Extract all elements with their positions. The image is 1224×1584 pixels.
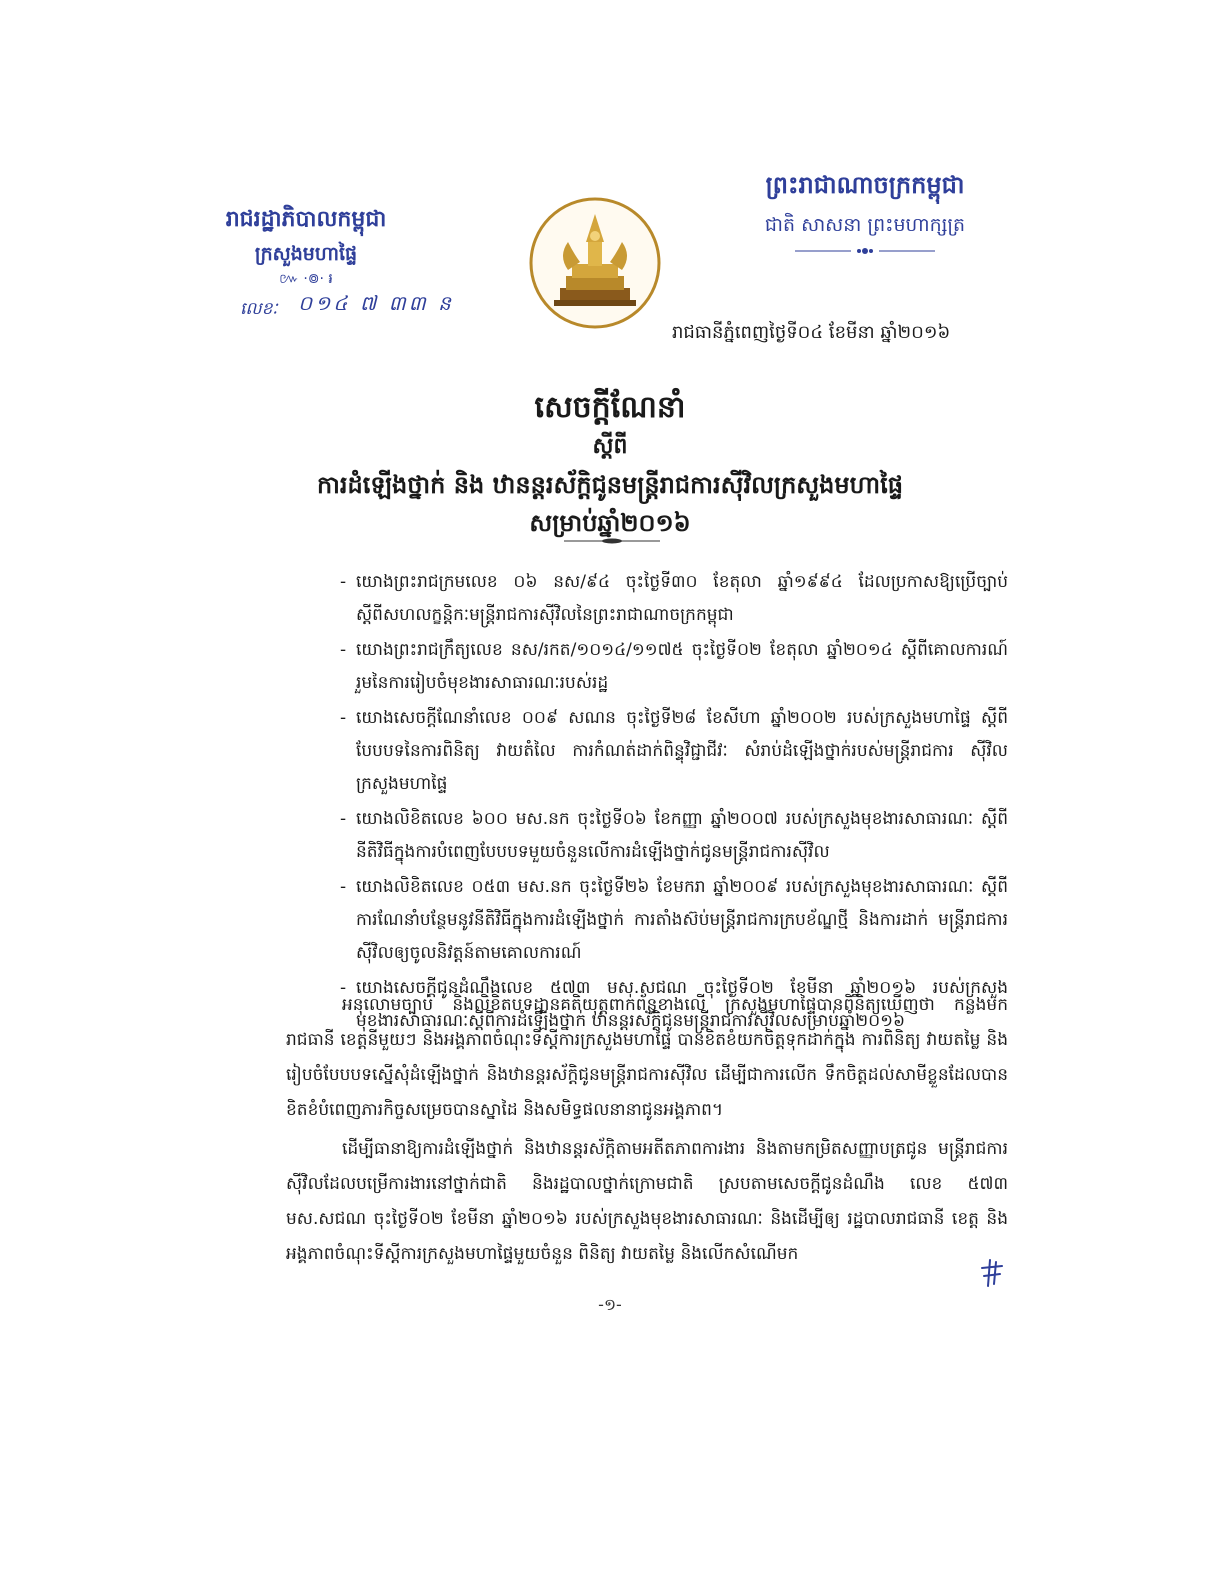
national-motto: ជាតិ សាសនា ព្រះមហាក្សត្រ [764, 214, 966, 236]
reference-text: យោងព្រះរាជក្រឹត្យលេខ នស/រកត/១០១៤/១១៧៥ ចុះថ្ងៃទី០២ ខែតុលា ឆ្នាំ២០១៤ ស្តីពីគោលការណ៍រួមនៃការរៀបចំមុខងារសាធារណៈរបស់រដ្ឋ [356, 640, 1008, 693]
reference-item [340, 702, 1008, 801]
title-about: ស្តីពី [592, 434, 628, 459]
header-ornament: ៚ ·៙· ៛ [279, 271, 333, 287]
reference-text: យោងព្រះរាជក្រមលេខ ០៦ នស/៩៤ ចុះថ្ងៃទី៣០ ខែតុលា ឆ្នាំ១៩៩៤ ដែលប្រកាសឱ្យប្រើច្បាប់ ស្តីពីសហលក្ខន្តិកៈមន្ត្រីរាជការស៊ីវិលនៃព្រះរាជាណាចក្រកម្ពុជា [356, 572, 1008, 625]
body-paragraph: ដើម្បីធានាឱ្យការដំឡើងថ្នាក់ និងឋានន្តរស័ក្តិតាមអតីតភាពការងារ និងតាមកម្រិតសញ្ញាបត្រជូន មន្ត្រីរាជការស៊ីវិលដែលបម្រើការងារនៅថ្នាក់ជាតិ និងរដ្ឋបាលថ្នាក់ក្រោមជាតិ ស្របតាមសេចក្តីជូនដំណឹង លេខ ៥៧៣ មស.សជណ ចុះថ្ងៃទី០២ ខែមីនា ឆ្នាំ២០១៦ របស់ក្រសួងមុខងារសាធារណៈ និងដើម្បីឲ្យ រដ្ឋបាលរាជធានី ខេត្ត និងអង្គភាពចំណុះទីស្តីការក្រសួងមហាផ្ទៃមួយចំនួន ពិនិត្យ វាយតម្លៃ និងលើកសំណើមក [286, 1139, 1008, 1264]
royal-emblem-icon [528, 196, 662, 330]
issue-date: រាជធានីភ្នំពេញថ្ងៃទី០៤ ខែមីនា ឆ្នាំ២០១៦ [672, 322, 951, 343]
page-number: -១- [598, 1295, 622, 1314]
list-dash: - [340, 877, 347, 897]
list-dash: - [340, 809, 347, 829]
government-name: រាជរដ្ឋាភិបាលកម្ពុជា [225, 207, 387, 232]
list-dash: - [340, 708, 347, 728]
list-dash: - [340, 978, 347, 998]
title-subject: ការដំឡើងថ្នាក់ និង ឋានន្តរស័ក្តិជូនមន្ត្រីរាជការស៊ីវិលក្រសួងមហាផ្ទៃ [317, 471, 903, 499]
title-divider [564, 538, 660, 544]
kingdom-name: ព្រះរាជាណាចក្រកម្ពុជា [765, 171, 965, 199]
document-title [260, 388, 960, 540]
reference-value: ០១៤ ៧ ៣៣ ន [298, 291, 454, 315]
title-main: សេចក្តីណែនាំ [534, 390, 686, 425]
list-dash: - [340, 572, 347, 592]
reference-number [240, 290, 470, 324]
motto-ornament-icon [795, 246, 935, 256]
reference-item [340, 871, 1008, 970]
reference-item [340, 566, 1008, 632]
handwritten-initials-icon [978, 1258, 1006, 1288]
reference-text: យោងសេចក្តីជូនដំណឹងលេខ ៥៧៣ មស.សជណ ចុះថ្ងៃទី០២ ខែមីនា ឆ្នាំ២០១៦ របស់ក្រសួង មុខងារសាធារណៈស្តីពីការដំឡើងថ្នាក់ ឋានន្តរស័ក្តិជូនមន្ត្រីរាជការស៊ីវិលសម្រាប់ឆ្នាំ២០១៦ [356, 978, 1008, 1031]
title-year: សម្រាប់ឆ្នាំ២០១៦ [529, 509, 691, 537]
kingdom-header [740, 168, 990, 260]
reference-label: លេខៈ [240, 299, 278, 319]
reference-text: យោងលិខិតលេខ ៦០០ មស.នក ចុះថ្ងៃទី០៦ ខែកញ្ញា ឆ្នាំ២០០៧ របស់ក្រសួងមុខងារសាធារណៈ ស្តីពីនីតិវិធីក្នុងការបំពេញបែបបទមួយចំនួនលើការដំឡើងថ្នាក់ជូនមន្ត្រីរាជការស៊ីវិល [356, 809, 1008, 862]
reference-item [340, 803, 1008, 869]
list-dash: - [340, 640, 347, 660]
reference-text: យោងលិខិតលេខ ០៥៣ មស.នក ចុះថ្ងៃទី២៦ ខែមករា ឆ្នាំ២០០៩ របស់ក្រសួងមុខងារសាធារណៈ ស្តីពីការណែនាំបន្ថែមនូវនីតិវិធីក្នុងការដំឡើងថ្នាក់ ការតាំងស៊ប់មន្ត្រីរាជការក្របខ័ណ្ឌថ្មី និងការដាក់ មន្ត្រីរាជការស៊ីវិលឲ្យចូលនិវត្តន៍តាមគោលការណ៍ [356, 877, 1008, 963]
legal-references [340, 566, 1008, 1040]
issuer-header [196, 204, 416, 288]
reference-item [340, 634, 1008, 700]
body-paragraph: អនុលោមច្បាប់ និងលិខិតបទដ្ឋានគតិយុត្តពាក់ព័ន្ធខាងលើ ក្រសួងមហាផ្ទៃបានពិនិត្យឃើញថា កន្លងមក រាជធានី ខេត្តនីមួយៗ និងអង្គភាពចំណុះទីស្តីការក្រសួងមហាផ្ទៃ បានខិតខំយកចិត្តទុកដាក់ក្នុង ការពិនិត្យ វាយតម្លៃ និងរៀបចំបែបបទស្នើសុំដំឡើងថ្នាក់ និងឋានន្តរស័ក្តិជូនមន្ត្រីរាជការស៊ីវិល ដើម្បីជាការលើក ទឹកចិត្តដល់សាមីខ្លួនដែលបានខិតខំបំពេញភារកិច្ចសម្រេចបានស្នាដៃ និងសមិទ្ធផលនានាជូនអង្គភាព។ [286, 995, 1008, 1120]
ministry-name: ក្រសួងមហាផ្ទៃ [254, 243, 358, 265]
reference-text: យោងសេចក្តីណែនាំលេខ ០០៩ សណន ចុះថ្ងៃទី២៨ ខែសីហា ឆ្នាំ២០០២ របស់ក្រសួងមហាផ្ទៃ ស្តីពីបែបបទនៃការពិនិត្យ វាយតំលៃ ការកំណត់ដាក់ពិន្ទុវិជ្ជាជីវៈ សំរាប់ដំឡើងថ្នាក់របស់មន្ត្រីរាជការ ស៊ីវិល ក្រសួងមហាផ្ទៃ [356, 708, 1008, 794]
